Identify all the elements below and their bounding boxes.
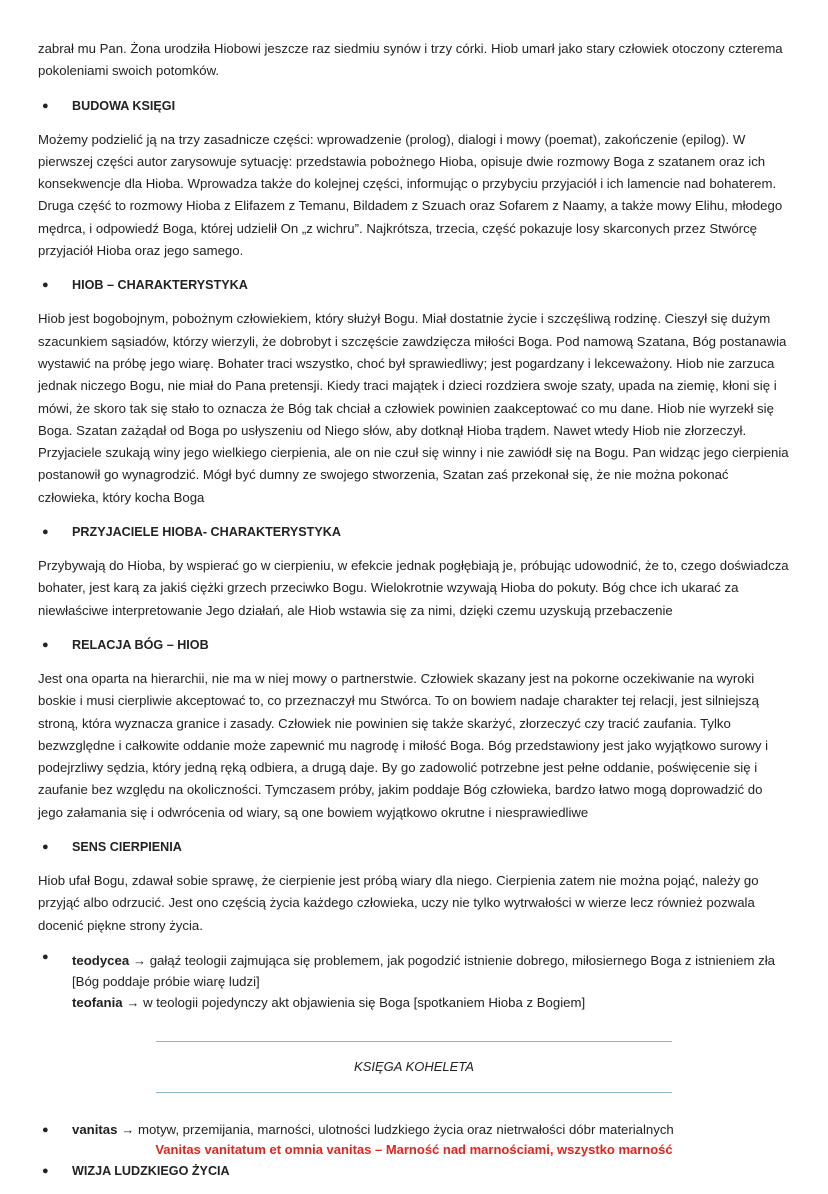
heading-hiob [38,275,790,295]
bullet-icon: ● [42,99,49,112]
heading-text: PRZYJACIELE HIOBA- CHARAKTERYSTYKA [72,525,341,540]
term-vanitas: vanitas [72,1121,118,1137]
arrow-right-icon: → [117,1121,135,1137]
bullet-icon: ● [42,638,49,651]
intro-paragraph: zabrał mu Pan. Żona urodziła Hiobowi jeszcze raz siedmiu synów i trzy córki. Hiob umarł jako stary człowiek otoczony czterema pokoleniami swoich potomków. [38,41,783,79]
arrow-right-icon: → [122,994,140,1010]
arrow-right-icon: → [129,952,147,968]
heading-text: SENS CIERPIENIA [72,840,182,855]
vanitas-item [38,1120,790,1140]
budowa-paragraph: Możemy podzielić ją na trzy zasadnicze części: wprowadzenie (prolog), dialogi i mowy (poemat), zakończenie (epilog). W pierwszej części autor zarysowuje sytuację: przedstawia pobożnego Hioba, opisuje dwie rozmowy Boga z szatanem oraz ich konsekwencje dla Hioba. Wprowadza także do kolejnej części, informując o przybyciu przyjaciół i ich lamencie nad bohaterem. Druga część to rozmowy Hioba z Elifazem z Temanu, Bildadem z Szuach oraz Sofarem z Naamy, a także mowy Elihu, młodego mędrca, i odpowiedź Boga, której udzielił On „z wichru”. Najkrótsza, trzecia, część pokazuje losy skarconych przez Stwórcę przyjaciół Hioba oraz jego samego. [38,131,783,259]
definitions-list [38,950,790,1013]
sens-paragraph: Hiob ufał Bogu, zdawał sobie sprawę, że cierpienie jest próbą wiary dla niego. Cierpienia zatem nie można pojąć, należy go przyjąć albo odrzucić. Jest ono częścią życia każdego człowieka, uczy nie tylko wytrwałości w wierze lecz również pozwala docenić piękne strony życia. [38,873,759,933]
heading-text: BUDOWA KSIĘGI [72,98,176,113]
term-teodycea: teodycea [72,952,130,968]
heading-text: HIOB – CHARAKTERYSTYKA [72,278,248,293]
heading-przyjaciele [38,522,790,542]
bullet-icon: ● [42,526,49,539]
definition-teofania [72,992,790,1013]
definition-teodycea [72,950,790,992]
heading-relacja [38,635,790,655]
relacja-paragraph: Jest ona oparta na hierarchii, nie ma w niej mowy o partnerstwie. Człowiek skazany jest na pokorne oczekiwanie na wyroki boskie i musi cierpliwie akceptować to, co przeznaczył mu Stwórca. To on bowiem nadaje charakter tej relacji, jest silniejszą stroną, która wyznacza granice i zasady. Człowiek nie powinien się także skarżyć, złorzeczyć czy tracić zaufania. Tylko bezwzględne i całkowite oddanie może zapewnić mu nagrodę i miłość Boga. Bóg przedstawiony jest jako wyjątkowo surowy i podejrzliwy sędzia, który jedną ręką odbiera, a drugą daje. By go zadowolić potrzebne jest pełne oddanie, poświęcenie się i zaufanie bez względu na okoliczności. Tymczasem próby, jakim poddaje Bóg człowieka, bardzo łatwo mogą doprowadzić do jego załamania się i odwrócenia od wiary, są one bowiem wyjątkowo okrutne i niesprawiedliwe [38,670,769,820]
heading-text: WIZJA LUDZKIEGO ŻYCIA [72,1163,230,1178]
term-teofania: teofania [72,994,123,1010]
vanitas-quote: Vanitas vanitatum et omnia vanitas – Marność nad marnościami, wszystko marność [155,1141,673,1157]
bullet-icon: ● [42,841,49,854]
definition-teodycea-text: gałąź teologii zajmująca się problemem, jak pogodzić istnienie dobrego, miłosiernego Boga z istnieniem zła [Bóg poddaje próbie wiarę ludzi] [72,952,775,989]
section-title-koheleta: KSIĘGA KOHELETA [354,1058,474,1074]
hiob-paragraph: Hiob jest bogobojnym, pobożnym człowiekiem, który służył Bogu. Miał dostatnie życie i szczęśliwą rodzinę. Cieszył się dużym szacunkiem sąsiadów, którzy wierzyli, że dobrobyt i szczęście zawdzięcza miłości Boga. Pod namową Szatana, Bóg postanawia wystawić na próbę jego wiarę. Bohater traci wszystko, choć był sprawiedliwy; jest pogardzany i lekceważony. Hiob nie zarzuca jednak niczego Bogu, nie miał do Pana pretensji. Kiedy traci majątek i dzieci rozdziera swoje szaty, upada na ziemię, kłoni się i mówi, że skoro tak się stało to oznacza że Bóg tak chciał a człowiek powinien zaakceptować co mu dane. Hiob nie wyrzekł się Boga. Szatan zażądał od Boga po usłyszeniu od Niego słów, aby dotknął Hioba trądem. Nawet wtedy Hiob nie złorzeczył. Przyjaciele szukają winy jego wielkiego cierpienia, ale on nie czuł się winny i nie zawiódł się na Bogu. Pan widząc jego cierpienia postanowił go wynagrodzić. Mógł być dumny ze swojego stworzenia, Szatan zaś przekonał się, że nie można pokonać człowieka, który kocha Boga [38,311,789,505]
bullet-icon: ● [42,950,49,963]
divider-top [156,1041,672,1042]
bullet-icon: ● [42,279,49,292]
bullet-icon: ● [42,1123,49,1136]
heading-budowa [38,96,790,116]
heading-sens [38,837,790,857]
heading-text: RELACJA BÓG – HIOB [72,637,209,652]
vanitas-line [72,1120,674,1140]
divider-bottom [156,1092,672,1093]
document-page [38,38,790,1194]
bullet-icon: ● [42,1164,49,1177]
definition-teofania-text: w teologii pojedynczy akt objawienia się Boga [spotkaniem Hioba z Bogiem] [139,994,586,1010]
vanitas-text: motyw, przemijania, marności, ulotności ludzkiego życia oraz nietrwałości dóbr materialnych [134,1121,674,1137]
przyjaciele-paragraph: Przybywają do Hioba, by wspierać go w cierpieniu, w efekcie jednak pogłębiają je, próbując udowodnić, że to, czego doświadcza bohater, jest karą za jakiś ciężki grzech przeciwko Bogu. Wielokrotnie wzywają Hioba do pokuty. Bóg chce ich ukarać za niewłaściwe interpretowanie Jego działań, ale Hiob wstawia się za nimi, dzięki czemu uzyskują przebaczenie [38,558,789,618]
